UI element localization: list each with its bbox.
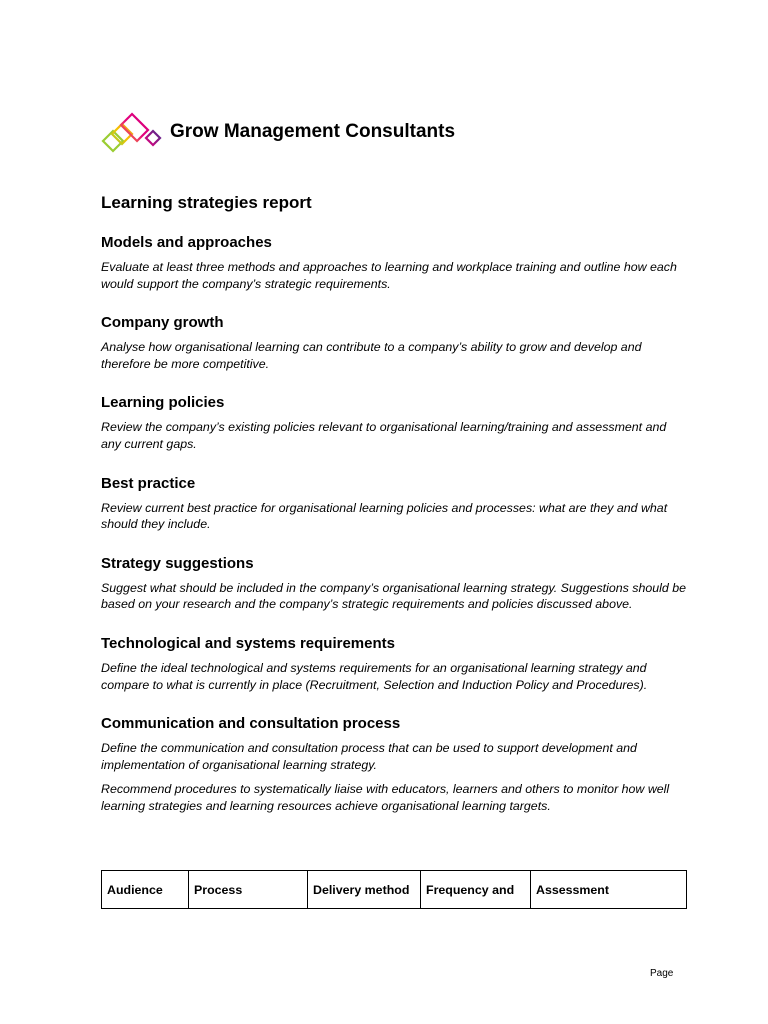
section-body: Evaluate at least three methods and approaches to learning and workplace training and outline how each would support the company’s strategic requirements. [101,260,677,291]
section-heading: Strategy suggestions [101,554,254,572]
section-tech-requirements [101,635,689,693]
document-header [100,110,455,154]
section-learning-policies [101,394,689,452]
table-header-row [102,871,687,909]
table [101,870,687,909]
column-header-frequency: Frequency and [421,871,531,909]
section-body: Define the communication and consultation process that can be used to support development and implementation of organisational learning strategy. [101,741,637,772]
section-heading: Communication and consultation process [101,715,401,733]
section-models [101,234,689,292]
section-body: Suggest what should be included in the company’s organisational learning strategy. Suggestions should be based on your research and the company’s strategic requirements and policies discussed above. [101,580,687,612]
column-header-audience: Audience [102,871,189,909]
communication-table [101,870,687,909]
column-header-process: Process [189,871,308,909]
report-title: Learning strategies report [101,193,312,212]
section-body: Recommend procedures to systematically liaise with educators, learners and others to monitor how well learning strategies and learning resources achieve organisational learning targets. [101,782,670,813]
company-name: Grow Management Consultants [170,121,456,142]
page-footer: Page [650,968,674,979]
section-communication [101,715,689,814]
section-body: Review current best practice for organisational learning policies and processes: what are they and what should they include. [101,500,668,532]
section-heading: Technological and systems requirements [101,634,395,652]
section-body: Analyse how organisational learning can contribute to a company’s ability to grow and develop and therefore be more competitive. [101,340,642,371]
section-best-practice [101,475,689,533]
section-company-growth [101,314,689,372]
section-body: Review the company’s existing policies relevant to organisational learning/training and assessment and any current gaps. [101,420,667,451]
section-heading: Models and approaches [101,234,272,251]
report-content [101,192,689,837]
company-logo-icon [100,110,164,154]
section-strategy-suggestions [101,555,689,613]
section-heading: Company growth [101,314,224,332]
section-body: Define the ideal technological and systems requirements for an organisational learning strategy and compare to what is currently in place (Recruitment, Selection and Induction Policy and Procedures). [101,660,648,692]
section-heading: Best practice [101,474,196,492]
section-heading: Learning policies [101,394,225,412]
column-header-assessment: Assessment [531,871,687,909]
column-header-delivery-method: Delivery method [308,871,421,909]
